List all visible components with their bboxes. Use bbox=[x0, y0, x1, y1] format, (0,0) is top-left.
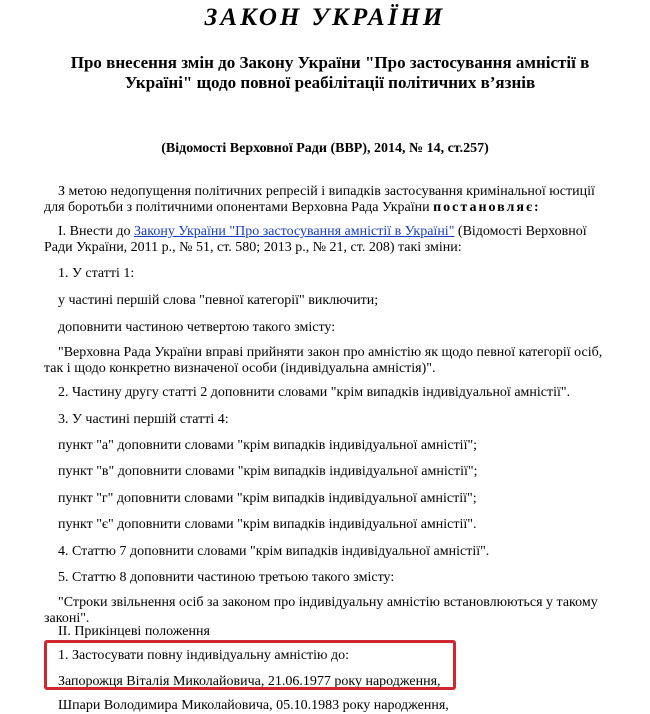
item-6: 3. У частині першій статті 4: bbox=[58, 412, 229, 427]
section-one-prefix: I. Внести до bbox=[58, 224, 135, 239]
item-17: Шпари Володимира Миколайовича, 05.10.1983 року народження, bbox=[58, 698, 449, 713]
item-12: 5. Статтю 8 доповнити частиною третьою такого змісту: bbox=[58, 570, 395, 585]
section-one-paragraph bbox=[44, 224, 614, 256]
item-7: пункт "а" доповнити словами "крім випадків індивідуальної амністії"; bbox=[58, 438, 478, 453]
item-4: "Верховна Рада України вправі прийняти закон про амністію як щодо певної категорії осіб, так і щодо конкретно визначеної особи (індивідуальна амністія)". bbox=[44, 345, 603, 376]
preamble-keyword: постановляє: bbox=[433, 200, 541, 215]
preamble-text: З метою недопущення політичних репресій і випадків застосування кримінальної юстиції для боротьби з політичними опонентами Верховна Рада України bbox=[44, 184, 595, 215]
item-13: "Строки звільнення осіб за законом про індивідуальну амністію встановлюються у такому законі". bbox=[44, 595, 598, 626]
item-1: 1. У статті 1: bbox=[58, 266, 135, 281]
item-5: 2. Частину другу статті 2 доповнити словами "крім випадків індивідуальної амністії". bbox=[58, 385, 571, 400]
law-link[interactable]: Закону України "Про застосування амністії в Україні" bbox=[134, 224, 455, 239]
item-3: доповнити частиною четвертою такого змісту: bbox=[58, 320, 336, 335]
item-11: 4. Статтю 7 доповнити словами "крім випадків індивідуальної амністії". bbox=[58, 544, 490, 559]
preamble-paragraph bbox=[44, 184, 614, 216]
item-8: пункт "в" доповнити словами "крім випадків індивідуальної амністії"; bbox=[58, 464, 478, 479]
item-9: пункт "г" доповнити словами "крім випадків індивідуальної амністії"; bbox=[58, 491, 477, 506]
law-title: ЗАКОН УКРАЇНИ bbox=[204, 4, 446, 31]
item-2: у частині першій слова "певної категорії" виключити; bbox=[58, 293, 379, 308]
item-16: Запорожця Віталія Миколайовича, 21.06.1977 року народження, bbox=[58, 674, 441, 689]
item-10: пункт "є" доповнити словами "крім випадків індивідуальної амністії". bbox=[58, 517, 477, 532]
item-14: II. Прикінцеві положення bbox=[58, 624, 210, 639]
source-reference: (Відомості Верховної Ради (ВВР), 2014, № 14, ст.257) bbox=[161, 141, 489, 156]
law-subtitle: Про внесення змін до Закону України "Про застосування амністії в Україні" щодо повної реабілітації політичних в’язнів bbox=[70, 53, 590, 92]
highlight-box bbox=[44, 640, 456, 690]
item-15: 1. Застосувати повну індивідуальну амністію до: bbox=[58, 648, 350, 663]
section-one-suffix: (Відомості Верховної Ради України, 2011 р., № 51, ст. 580; 2013 р., № 21, ст. 208) такі зміни: bbox=[44, 224, 587, 255]
